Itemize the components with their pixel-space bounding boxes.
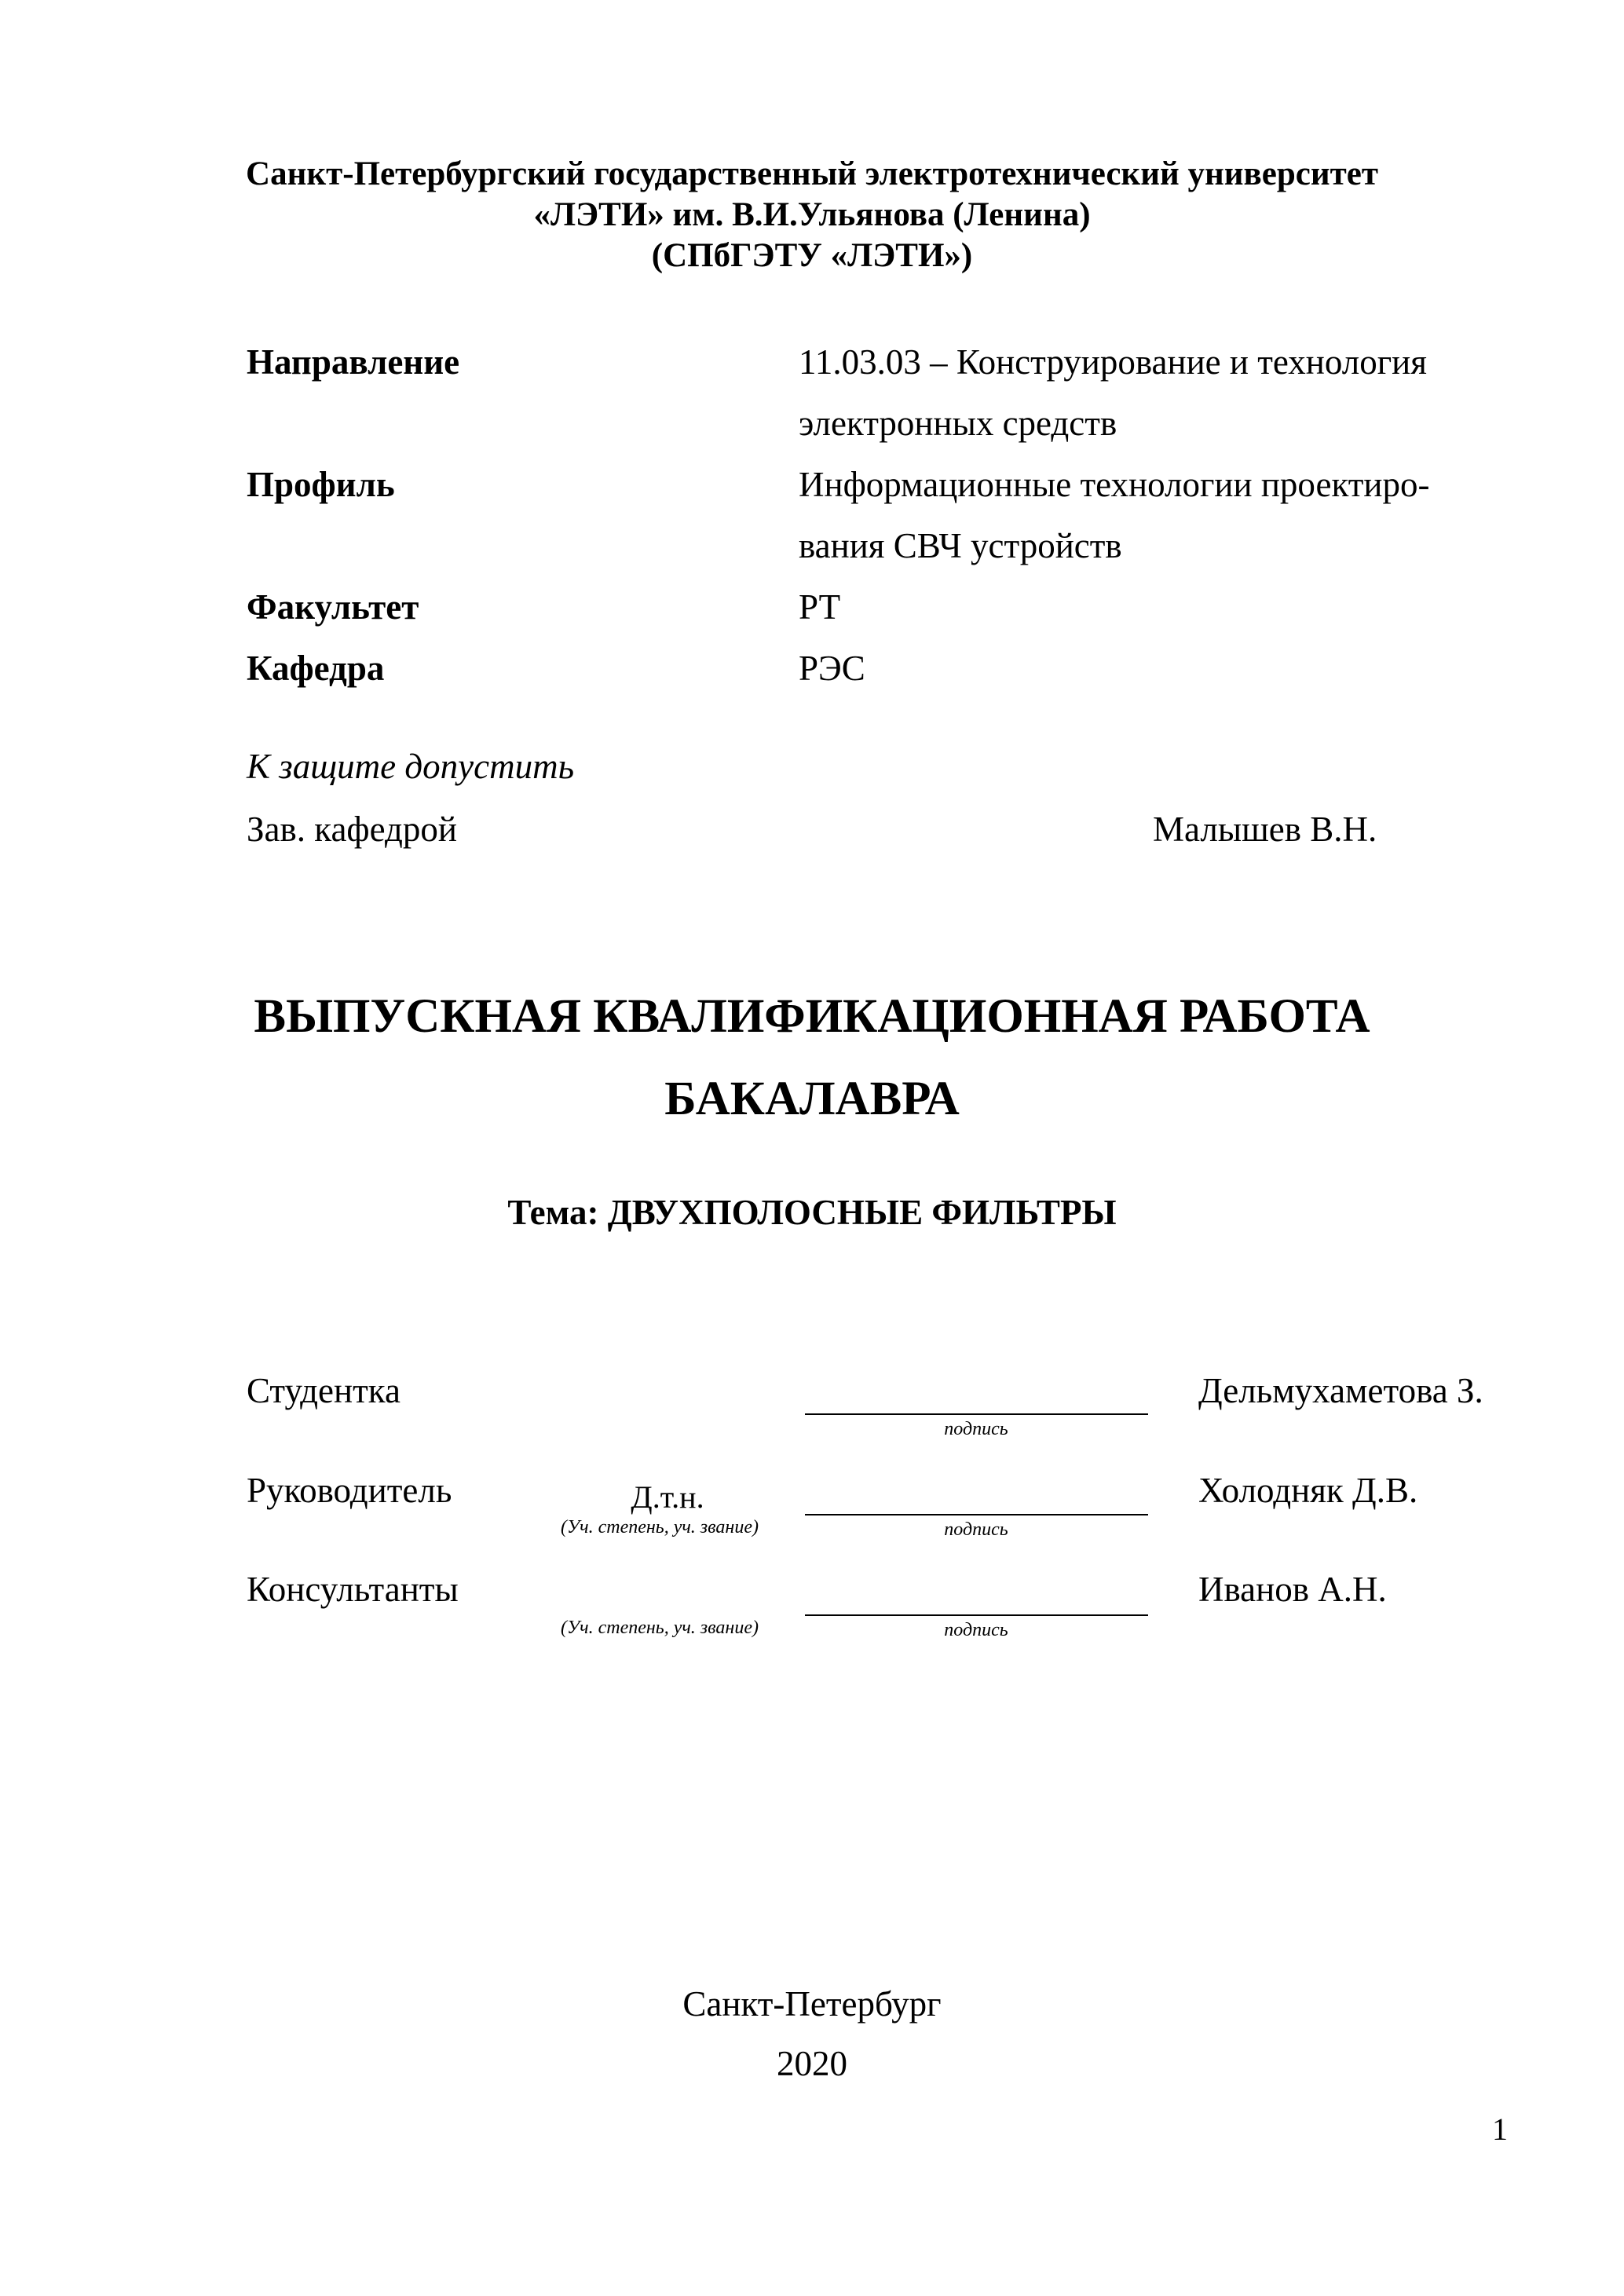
faculty-label: Факультет (247, 587, 419, 627)
direction-value-line2: электронных средств (799, 404, 1117, 443)
department-label: Кафедра (247, 649, 385, 688)
profile-label: Профиль (247, 465, 395, 504)
student-role: Студентка (247, 1371, 401, 1410)
thesis-title-line1: ВЫПУСКНАЯ КВАЛИФИКАЦИОННАЯ РАБОТА (254, 990, 1370, 1043)
department-value: РЭС (799, 649, 865, 688)
student-name: Дельмухаметова З. (1198, 1371, 1483, 1410)
consultants-signature-line (805, 1614, 1148, 1616)
city: Санкт-Петербург (682, 1984, 942, 2024)
supervisor-signature-line (805, 1514, 1148, 1515)
supervisor-signature-caption: подпись (944, 1519, 1008, 1540)
year: 2020 (777, 2044, 847, 2083)
university-name-short: «ЛЭТИ» им. В.И.Ульянова (Ленина) (533, 196, 1091, 233)
thesis-title-line2: БАКАЛАВРА (664, 1073, 960, 1125)
student-signature-caption: подпись (944, 1419, 1008, 1439)
direction-label: Направление (247, 342, 460, 382)
consultants-degree-caption: (Уч. степень, уч. звание) (561, 1618, 759, 1638)
university-header (0, 154, 1624, 276)
profile-value-line1: Информационные технологии проектиро- (799, 465, 1430, 504)
supervisor-degree: Д.т.н. (631, 1479, 704, 1515)
supervisor-role: Руководитель (247, 1471, 452, 1510)
university-name: Санкт-Петербургский государственный электротехнический университет (246, 155, 1378, 192)
head-of-department-label: Зав. кафедрой (247, 810, 457, 849)
university-abbreviation: (СПбГЭТУ «ЛЭТИ») (651, 237, 973, 274)
head-of-department-name: Малышев В.Н. (1153, 810, 1377, 849)
page-number: 1 (1492, 2111, 1508, 2147)
consultants-signature-caption: подпись (944, 1620, 1008, 1640)
direction-value-line1: 11.03.03 – Конструирование и технология (799, 342, 1427, 382)
thesis-topic: Тема: ДВУХПОЛОСНЫЕ ФИЛЬТРЫ (507, 1193, 1117, 1232)
admission-caption: К защите допустить (247, 747, 575, 786)
student-signature-line (805, 1413, 1148, 1415)
faculty-value: РТ (799, 587, 841, 627)
supervisor-degree-caption: (Уч. степень, уч. звание) (561, 1517, 759, 1537)
profile-value-line2: вания СВЧ устройств (799, 526, 1122, 565)
supervisor-name: Холодняк Д.В. (1198, 1471, 1418, 1510)
consultants-role: Консультанты (247, 1570, 459, 1609)
consultants-name: Иванов А.Н. (1198, 1570, 1387, 1609)
